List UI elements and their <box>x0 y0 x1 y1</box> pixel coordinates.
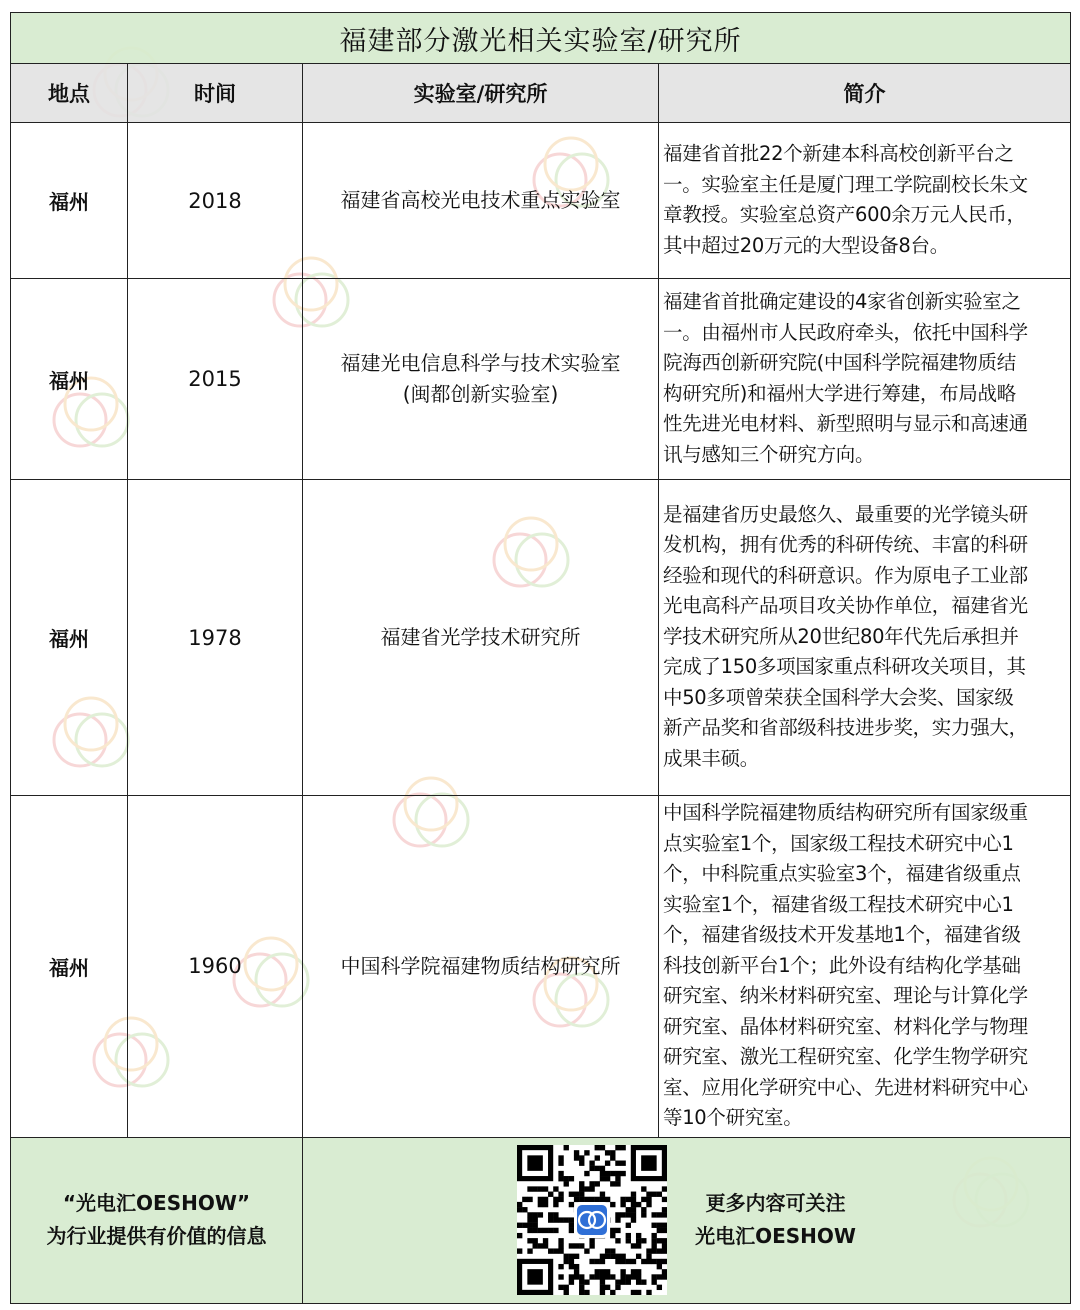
desc-line: 点实验室1个，国家级工程技术研究中心1 <box>663 831 1014 855</box>
row-location: 福州 <box>11 480 128 796</box>
desc-line: 研究室、晶体材料研究室、材料化学与物理 <box>663 1014 1028 1038</box>
row-description <box>659 279 1071 480</box>
desc-line: 构研究所)和福州大学进行筹建，布局战略 <box>663 381 1016 405</box>
desc-line: 福建省首批22个新建本科高校创新平台之 <box>663 142 1014 165</box>
row-location: 福州 <box>11 123 128 279</box>
row-description <box>659 796 1071 1138</box>
desc-line: 中50多项曾荣获全国科学大会奖、国家级 <box>663 685 1014 709</box>
desc-line: 成果丰硕。 <box>663 746 760 770</box>
table-title: 福建部分激光相关实验室/研究所 <box>11 13 1071 64</box>
desc-line: 是福建省历史最悠久、最重要的光学镜头研 <box>663 502 1028 526</box>
desc-line: 发机构，拥有优秀的科研传统、丰富的科研 <box>663 533 1028 557</box>
table-row <box>11 123 1071 279</box>
row-lab <box>303 123 659 279</box>
row-year: 1978 <box>128 480 303 796</box>
desc-line: 一。由福州市人民政府牵头，依托中国科学 <box>663 320 1028 344</box>
table-row <box>11 796 1071 1138</box>
table-row <box>11 279 1071 480</box>
table-row <box>11 480 1071 796</box>
desc-line: 实验室1个，福建省级工程技术研究中心1 <box>663 892 1014 916</box>
footer-row <box>11 1137 1071 1303</box>
lab-table-sheet <box>10 12 1070 1302</box>
footer-slogan <box>11 1137 303 1303</box>
header-lab: 实验室/研究所 <box>303 64 659 123</box>
row-year: 2018 <box>128 123 303 279</box>
desc-line: 个，福建省级技术开发基地1个，福建省级 <box>663 923 1021 946</box>
desc-line: 完成了150多项国家重点科研攻关项目，其 <box>663 655 1026 679</box>
desc-line: 性先进光电材料、新型照明与显示和高速通 <box>663 412 1028 435</box>
desc-line: 福建省首批确定建设的4家省创新实验室之 <box>663 290 1021 313</box>
row-location: 福州 <box>11 279 128 480</box>
header-location: 地点 <box>11 64 128 123</box>
lab-line: 福建光电信息科学与技术实验室 <box>340 351 621 375</box>
desc-line: 讯与感知三个研究方向。 <box>663 442 875 466</box>
row-lab <box>303 796 659 1138</box>
slogan-line: “光电汇OESHOW” <box>62 1191 251 1215</box>
slogan-line: 为行业提供有价值的信息 <box>46 1224 267 1248</box>
desc-line: 研究室、纳米材料研究室、理论与计算化学 <box>663 984 1028 1007</box>
desc-line: 经验和现代的科研意识。作为原电子工业部 <box>663 563 1028 587</box>
desc-line: 中国科学院福建物质结构研究所有国家级重 <box>663 801 1028 824</box>
row-year: 2015 <box>128 279 303 480</box>
desc-line: 学技术研究所从20世纪80年代先后承担并 <box>663 624 1019 648</box>
desc-line: 个，中科院重点实验室3个，福建省级重点 <box>663 862 1021 885</box>
row-location: 福州 <box>11 796 128 1138</box>
desc-line: 院海西创新研究院(中国科学院福建物质结 <box>663 351 1016 374</box>
header-description: 简介 <box>659 64 1071 123</box>
follow-line: 光电汇OESHOW <box>695 1224 856 1248</box>
row-description <box>659 480 1071 796</box>
desc-line: 一。实验室主任是厦门理工学院副校长朱文 <box>663 172 1028 196</box>
desc-line: 研究室、激光工程研究室、化学生物学研究 <box>663 1045 1028 1068</box>
lab-line: 中国科学院福建物质结构研究所 <box>340 953 621 978</box>
desc-line: 等10个研究室。 <box>663 1106 803 1129</box>
lab-line: (闽都创新实验室) <box>402 382 559 406</box>
desc-line: 其中超过20万元的大型设备8台。 <box>663 233 949 257</box>
desc-line: 科技创新平台1个；此外设有结构化学基础 <box>663 953 1021 977</box>
lab-table <box>10 12 1071 1304</box>
row-year: 1960 <box>128 796 303 1138</box>
footer-follow <box>303 1137 1071 1303</box>
desc-line: 光电高科产品项目攻关协作单位，福建省光 <box>663 594 1028 618</box>
desc-line: 室、应用化学研究中心、先进材料研究中心 <box>663 1075 1028 1099</box>
qr-code-icon[interactable] <box>517 1145 667 1295</box>
row-lab <box>303 480 659 796</box>
header-year: 时间 <box>128 64 303 123</box>
desc-line: 新产品奖和省部级科技进步奖，实力强大， <box>663 716 1028 740</box>
follow-line: 更多内容可关注 <box>705 1191 846 1215</box>
row-description <box>659 123 1071 279</box>
desc-line: 章教授。实验室总资产600余万元人民币， <box>663 203 1026 226</box>
lab-line: 福建省光学技术研究所 <box>380 625 581 649</box>
lab-line: 福建省高校光电技术重点实验室 <box>340 188 621 212</box>
row-lab <box>303 279 659 480</box>
